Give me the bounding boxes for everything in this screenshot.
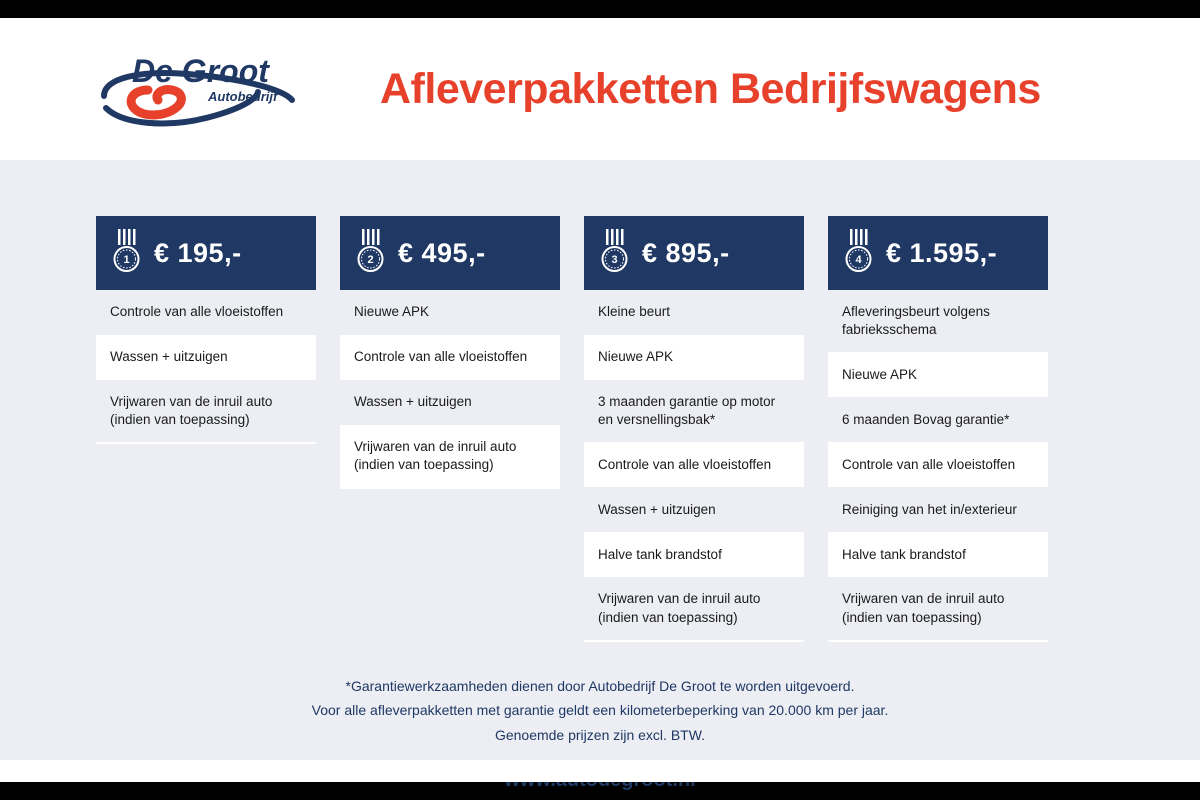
list-item: Controle van alle vloeistoffen	[96, 290, 316, 335]
medal-number: 3	[611, 254, 618, 266]
package-items-4	[828, 290, 1048, 642]
list-item: Wassen + uitzuigen	[340, 380, 560, 425]
list-item: Wassen + uitzuigen	[110, 349, 228, 365]
footnote-line-1: *Garantiewerkzaamheden dienen door Autobedrijf De Groot te worden uitgevoerd.	[345, 677, 855, 694]
medal-number: 2	[367, 254, 374, 266]
list-item: Vrijwaren van de inruil auto (indien van toepassing)	[584, 577, 804, 639]
list-item: Controle van alle vloeistoffen	[354, 349, 528, 365]
medal-icon	[842, 229, 876, 277]
package-price: € 895,-	[642, 237, 730, 268]
list-item: 6 maanden Bovag garantie*	[828, 397, 1048, 442]
list-item: Nieuwe APK	[598, 349, 674, 365]
package-items-2	[340, 290, 560, 489]
poster-header	[0, 18, 1200, 160]
package-items-3	[584, 290, 804, 642]
list-item: 3 maanden garantie op motor en versnellingsbak*	[584, 380, 804, 442]
list-item: Kleine beurt	[584, 290, 804, 335]
de-groot-logo	[96, 44, 326, 134]
package-header-3	[584, 216, 804, 290]
package-card-3	[584, 216, 804, 642]
package-card-4	[828, 216, 1048, 642]
package-card-1	[96, 216, 316, 444]
medal-icon	[110, 229, 144, 277]
list-item: Halve tank brandstof	[598, 546, 722, 562]
medal-number: 1	[123, 254, 130, 266]
medal-number: 4	[855, 254, 862, 266]
package-price: € 1.595,-	[886, 237, 998, 268]
list-item: Vrijwaren van de inruil auto (indien van toepassing)	[96, 380, 316, 442]
packages-row	[0, 160, 1200, 642]
list-item: Vrijwaren van de inruil auto (indien van toepassing)	[354, 439, 517, 473]
medal-icon	[354, 229, 388, 277]
list-item: Afleveringsbeurt volgens fabrieksschema	[828, 290, 1048, 352]
package-header-2	[340, 216, 560, 290]
package-price: € 495,-	[398, 237, 486, 268]
footnote-line-2: Voor alle afleverpakketten met garantie geldt een kilometerbeperking van 20.000 km per jaar.	[311, 702, 889, 719]
svg-text:De Groot: De Groot	[132, 53, 269, 89]
list-item: Halve tank brandstof	[842, 546, 966, 562]
package-card-2	[340, 216, 560, 489]
package-items-1	[96, 290, 316, 444]
list-item: Reiniging van het in/exterieur	[828, 487, 1048, 532]
list-item: Vrijwaren van de inruil auto (indien van toepassing)	[828, 577, 1048, 639]
package-price: € 195,-	[154, 237, 242, 268]
list-item: Nieuwe APK	[340, 290, 560, 335]
list-item: Wassen + uitzuigen	[584, 487, 804, 532]
package-header-1	[96, 216, 316, 290]
svg-text:Autobedrijf: Autobedrijf	[208, 89, 278, 104]
footnotes	[0, 674, 1200, 748]
list-item: Controle van alle vloeistoffen	[842, 456, 1016, 472]
list-item: Nieuwe APK	[842, 366, 918, 382]
bottom-strip	[0, 760, 1200, 782]
package-header-4	[828, 216, 1048, 290]
medal-icon	[598, 229, 632, 277]
footnote-line-3: Genoemde prijzen zijn excl. BTW.	[494, 726, 706, 743]
poster	[0, 18, 1200, 782]
page-title: Afleverpakketten Bedrijfswagens	[380, 64, 1041, 113]
list-item: Controle van alle vloeistoffen	[598, 456, 772, 472]
